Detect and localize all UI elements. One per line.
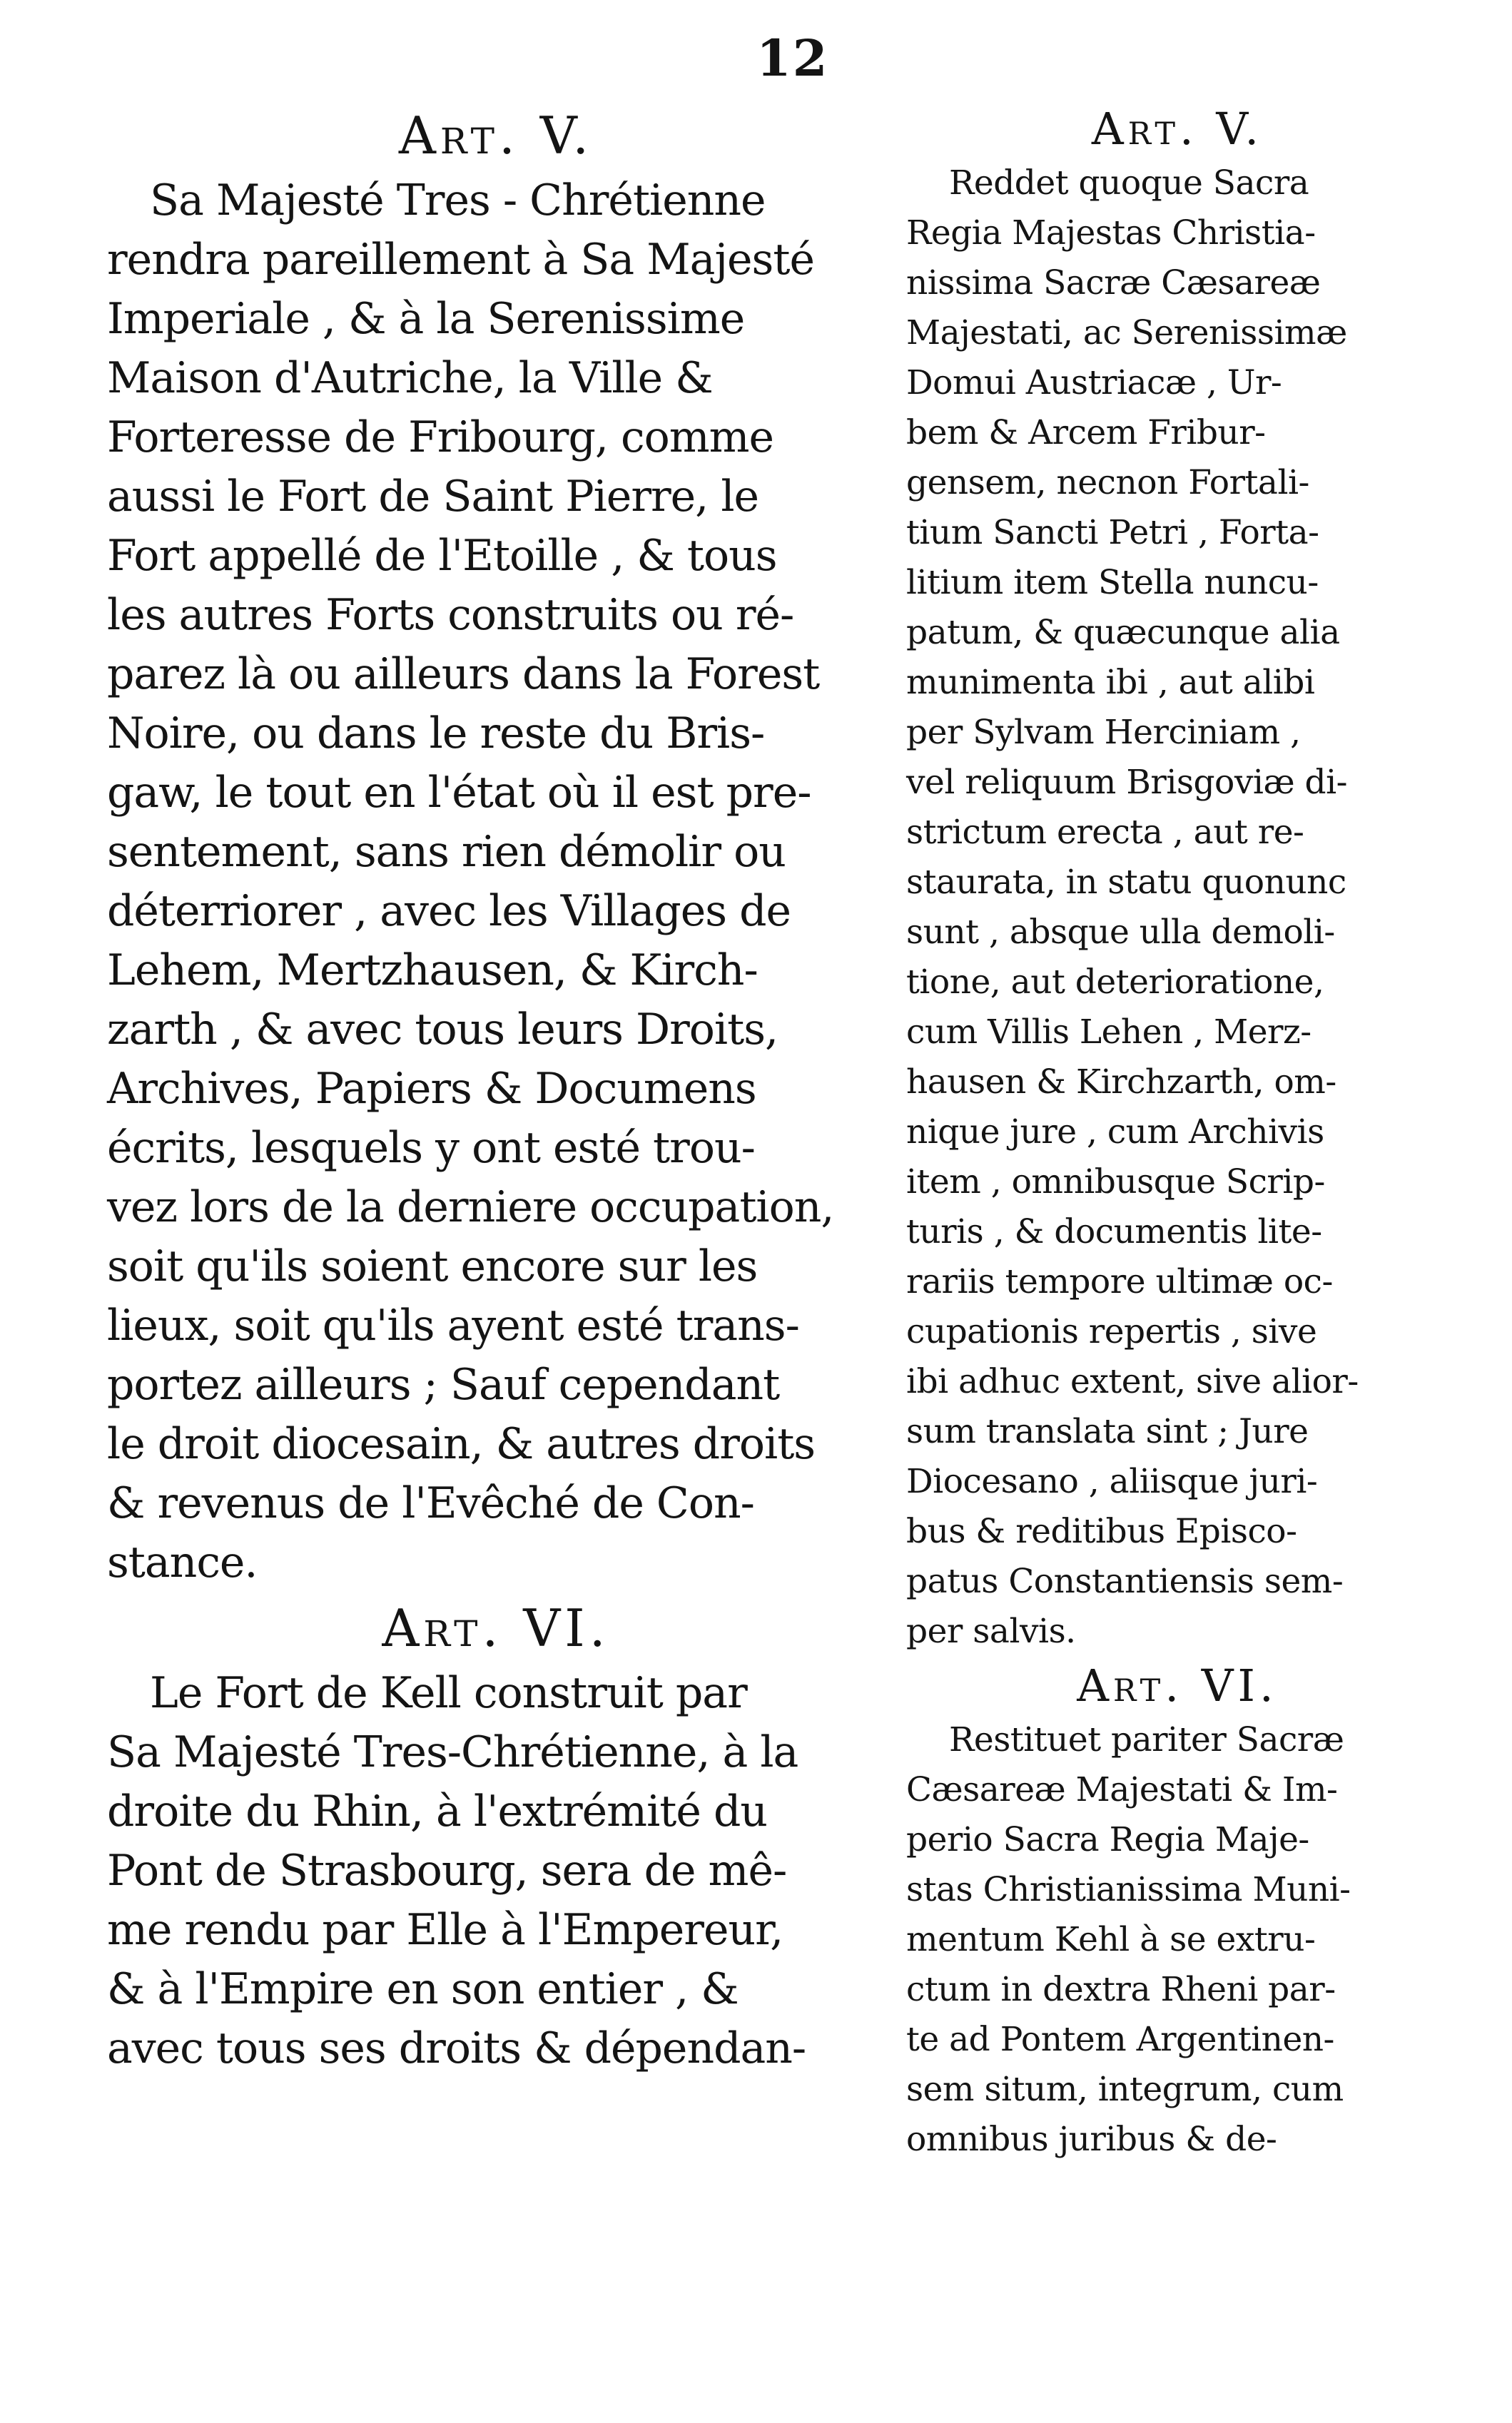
text-line: cum Villis Lehen , Merz-: [906, 1012, 1311, 1052]
text-line: per Sylvam Herciniam ,: [906, 713, 1301, 752]
text-line: lieux, soit qu'ils ayent esté trans-: [107, 1301, 799, 1351]
text-line: perio Sacra Regia Maje-: [906, 1820, 1309, 1859]
text-line: les autres Forts construits ou ré-: [107, 590, 794, 640]
text-line: Diocesano , aliisque juri-: [906, 1462, 1318, 1501]
text-line: Le Fort de Kell construit par: [150, 1668, 747, 1718]
text-line: munimenta ibi , aut alibi: [906, 663, 1315, 702]
text-line: Fort appellé de l'Etoille , & tous: [107, 531, 777, 581]
text-line: mentum Kehl à se extru-: [906, 1920, 1316, 1959]
text-line: cupationis repertis , sive: [906, 1312, 1317, 1351]
text-line: me rendu par Elle à l'Empereur,: [107, 1905, 783, 1955]
latin-article-5-text: [906, 158, 1448, 1657]
latin-column: [906, 100, 1448, 2165]
text-line: stas Christianissima Muni-: [906, 1870, 1351, 1909]
text-line: & revenus de l'Evêché de Con-: [107, 1478, 754, 1528]
text-line: staurata, in statu quonunc: [906, 863, 1346, 902]
text-line: Restituet pariter Sacræ: [949, 1720, 1344, 1759]
text-line: bem & Arcem Fribur-: [906, 413, 1266, 452]
text-line: turis , & documentis lite-: [906, 1212, 1322, 1251]
text-line: Maison d'Autriche, la Ville &: [107, 353, 713, 403]
text-line: Majestati, ac Serenissimæ: [906, 313, 1347, 352]
text-line: patum, & quæcunque alia: [906, 613, 1340, 652]
text-line: nique jure , cum Archivis: [906, 1112, 1324, 1152]
text-line: Imperiale , & à la Serenissime: [107, 294, 745, 344]
text-line: écrits, lesquels y ont esté trou-: [107, 1123, 755, 1173]
text-line: per salvis.: [906, 1612, 1076, 1651]
french-article-6-heading: Art. VI.: [382, 1598, 610, 1658]
text-line: Forteresse de Fribourg, comme: [107, 412, 774, 462]
text-line: gensem, necnon Fortali-: [906, 463, 1309, 502]
text-line: portez ailleurs ; Sauf cependant: [107, 1360, 780, 1410]
latin-article-6-heading: Art. VI.: [1077, 1660, 1278, 1712]
text-line: omnibus juribus & de-: [906, 2120, 1277, 2159]
text-line: item , omnibusque Scrip-: [906, 1162, 1325, 1202]
text-line: rendra pareillement à Sa Majesté: [107, 235, 814, 285]
text-line: déterriorer , avec les Villages de: [107, 886, 791, 936]
text-line: gaw, le tout en l'état où il est pre-: [107, 768, 811, 818]
text-line: nissima Sacræ Cæsareæ: [906, 263, 1321, 303]
latin-article-5-heading: Art. V.: [1091, 103, 1264, 155]
text-line: vel reliquum Brisgoviæ di-: [906, 763, 1348, 802]
text-line: Lehem, Mertzhausen, & Kirch-: [107, 945, 758, 995]
text-line: Reddet quoque Sacra: [949, 163, 1309, 203]
text-line: te ad Pontem Argentinen-: [906, 2020, 1334, 2059]
text-line: le droit diocesain, & autres droits: [107, 1419, 816, 1469]
text-line: ibi adhuc extent, sive alior-: [906, 1362, 1359, 1401]
text-line: Sa Majesté Tres-Chrétienne, à la: [107, 1727, 798, 1777]
french-column: [107, 100, 885, 2078]
text-line: Noire, ou dans le reste du Bris-: [107, 708, 765, 758]
text-line: stance.: [107, 1538, 258, 1588]
text-line: sem situm, integrum, cum: [906, 2070, 1344, 2109]
text-line: avec tous ses droits & dépendan-: [107, 2023, 806, 2073]
text-line: tium Sancti Petri , Forta-: [906, 513, 1319, 552]
text-line: Archives, Papiers & Documens: [107, 1064, 756, 1114]
text-line: zarth , & avec tous leurs Droits,: [107, 1005, 778, 1055]
text-line: Sa Majesté Tres - Chrétienne: [150, 176, 766, 225]
text-line: Pont de Strasbourg, sera de mê-: [107, 1846, 787, 1896]
text-line: litium item Stella nuncu-: [906, 563, 1319, 602]
text-line: vez lors de la derniere occupation,: [107, 1182, 834, 1232]
text-line: & à l'Empire en son entier , &: [107, 1964, 739, 2014]
text-line: hausen & Kirchzarth, om-: [906, 1062, 1336, 1102]
text-line: droite du Rhin, à l'extrémité du: [107, 1787, 768, 1837]
text-line: aussi le Fort de Saint Pierre, le: [107, 472, 759, 522]
text-line: Regia Majestas Christia-: [906, 213, 1316, 253]
text-line: patus Constantiensis sem-: [906, 1562, 1344, 1601]
text-line: sentement, sans rien démolir ou: [107, 827, 786, 877]
page-number: 12: [756, 29, 829, 88]
text-line: parez là ou ailleurs dans la Forest: [107, 649, 820, 699]
text-line: Domui Austriacæ , Ur-: [906, 363, 1282, 402]
french-article-6-text: [107, 1664, 885, 2078]
text-line: bus & reditibus Episco-: [906, 1512, 1297, 1551]
text-line: sum translata sint ; Jure: [906, 1412, 1309, 1451]
text-line: sunt , absque ulla demoli-: [906, 913, 1335, 952]
text-line: rariis tempore ultimæ oc-: [906, 1262, 1333, 1301]
text-line: tione, aut deterioratione,: [906, 962, 1324, 1002]
text-line: Cæsareæ Majestati & Im-: [906, 1770, 1338, 1809]
french-article-5-heading: Art. V.: [398, 106, 594, 166]
text-line: strictum erecta , aut re-: [906, 813, 1304, 852]
text-line: ctum in dextra Rheni par-: [906, 1970, 1336, 2009]
latin-article-6-text: [906, 1715, 1448, 2165]
text-line: soit qu'ils soient encore sur les: [107, 1241, 758, 1291]
french-article-5-text: [107, 171, 885, 1593]
